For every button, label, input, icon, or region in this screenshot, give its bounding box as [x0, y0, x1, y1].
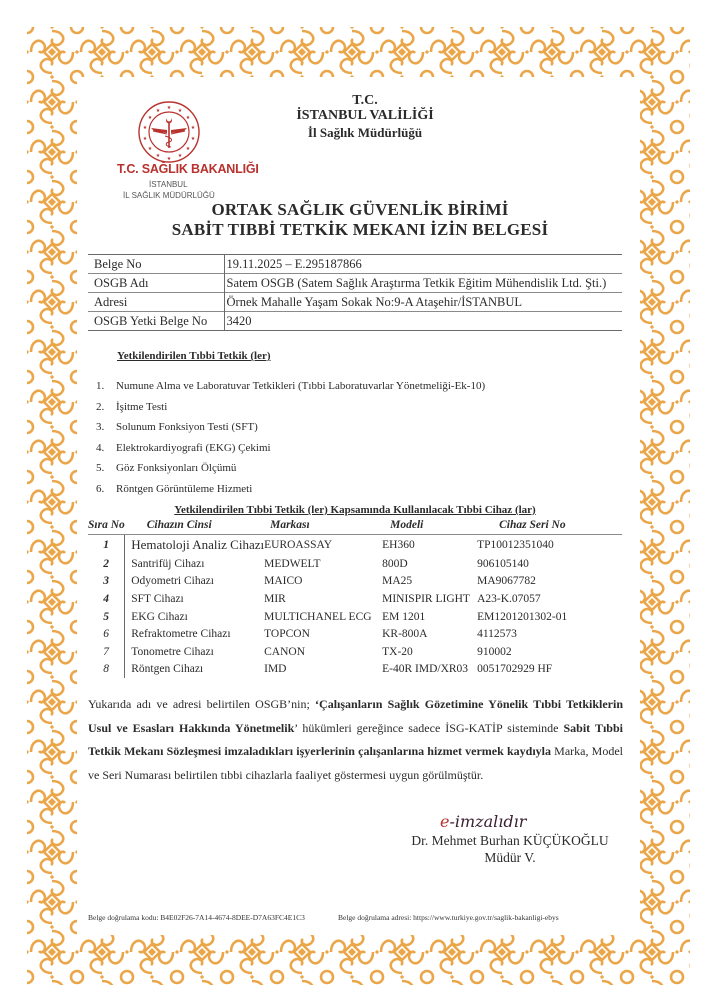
device-serial: 906105140: [477, 557, 529, 570]
col-header-no: Sıra No: [88, 517, 125, 534]
device-brand: MAICO: [264, 575, 303, 588]
document-title-line2: SABİT TIBBİ TETKİK MEKANI İZİN BELGESİ: [171, 220, 549, 239]
verification-address: Belge doğrulama adresi: https://www.turkiye.gov.tr/saglik-bakanligi-ebys: [338, 913, 559, 922]
device-type: Odyometri Cihazı: [131, 575, 214, 588]
col-header-serial: Cihaz Seri No: [477, 517, 622, 534]
e-signature-text: -imzalıdır: [449, 812, 527, 831]
device-brand: MULTICHANEL ECG: [264, 610, 372, 623]
exams-heading: Yetkilendirilen Tıbbi Tetkik (ler): [117, 350, 271, 362]
device-type: Röntgen Cihazı: [131, 663, 204, 676]
info-label: OSGB Adı: [88, 274, 224, 293]
devices-table: [88, 517, 622, 678]
item-label: Numune Alma ve Laboratuvar Tetkikleri (Tıbbi Laboratuvarlar Yönetmeliği-Ek-10): [116, 380, 486, 392]
list-item: [96, 483, 485, 504]
info-value: 3420: [224, 312, 622, 331]
regulation-name: ‘Çalışanların Sağlık Gözetimine Yönelik Tıbbi Tetkiklerin Usul ve Esasları Hakkında Yönetmelik: [88, 697, 624, 735]
table-row: [88, 661, 622, 679]
device-model: E-40R IMD/XR03: [382, 663, 469, 676]
info-row: [88, 312, 622, 331]
item-label: Solunum Fonksiyon Testi (SFT): [116, 421, 258, 434]
table-row: [88, 643, 622, 661]
device-brand: CANON: [264, 645, 305, 658]
device-type: Tonometre Cihazı: [131, 645, 214, 658]
info-value: 19.11.2025 – E.295187866: [224, 255, 622, 274]
svg-text:★: ★: [142, 136, 148, 142]
list-item: [96, 442, 485, 463]
device-model: 800D: [382, 557, 408, 570]
info-label: OSGB Yetki Belge No: [88, 312, 224, 331]
item-number: 2.: [96, 400, 105, 413]
info-label: Belge No: [88, 255, 224, 274]
row-no: 2: [88, 555, 125, 573]
row-no: 5: [88, 608, 125, 626]
e-signature-icon: e: [440, 812, 450, 831]
device-brand: IMD: [264, 663, 287, 676]
info-row: [88, 274, 622, 293]
row-no: 7: [88, 643, 125, 661]
table-row: [88, 555, 622, 573]
svg-text:★: ★: [166, 156, 172, 162]
list-item: [96, 380, 485, 401]
device-model: MINISPIR LIGHT: [382, 592, 470, 605]
device-model: KR-800A: [382, 628, 428, 641]
device-brand: MEDWELT: [264, 557, 321, 570]
row-no: 1: [88, 534, 125, 555]
list-item: [96, 421, 485, 442]
logo-subtitle-directorate: İL SAĞLIK MÜDÜRLÜĞÜ: [123, 191, 215, 200]
header-governorship: İSTANBUL VALİLİĞİ: [296, 108, 434, 123]
device-type: EKG Cihazı: [131, 610, 188, 623]
verification-code: Belge doğrulama kodu: B4E02F26-7A14-4674-8DEE-D7A63FC4E1C3: [88, 913, 305, 922]
svg-text:★: ★: [147, 146, 153, 152]
table-row: [88, 573, 622, 591]
svg-text:★: ★: [185, 146, 191, 152]
svg-text:★: ★: [190, 125, 196, 131]
device-serial: TP10012351040: [477, 538, 554, 551]
col-header-brand: Markası: [264, 517, 382, 534]
logo-subtitle-city: İSTANBUL: [149, 180, 188, 189]
document-title-line1: ORTAK SAĞLIK GÜVENLİK BİRİMİ: [211, 200, 509, 219]
device-model: MA25: [382, 575, 413, 588]
item-label: İşitme Testi: [116, 400, 168, 413]
para-text: Marka, Model ve Seri Numarası belirtilen tıbbi cihazlarla faaliyet göstermesi uygun görülmüştür.: [88, 744, 623, 782]
table-header-row: [88, 517, 622, 534]
logo-title: T.C. SAĞLIK BAKANLIĞI: [117, 162, 259, 176]
svg-text:★: ★: [190, 136, 196, 142]
info-label: Adresi: [88, 293, 224, 312]
svg-text:★: ★: [177, 108, 183, 114]
device-model: EH360: [382, 538, 415, 551]
item-number: 3.: [96, 421, 105, 434]
row-no: 6: [88, 625, 125, 643]
device-model: EM 1201: [382, 610, 426, 623]
item-label: Röntgen Görüntüleme Hizmeti: [116, 482, 253, 495]
device-type: Refraktometre Cihazı: [131, 628, 231, 641]
svg-text:★: ★: [155, 108, 161, 114]
item-label: Göz Fonksiyonları Ölçümü: [116, 462, 237, 475]
table-row: [88, 534, 622, 555]
para-text: Yukarıda adı ve adresi belirtilen OSGB’nin;: [88, 697, 316, 711]
svg-text:★: ★: [177, 153, 183, 159]
info-value: Örnek Mahalle Yaşam Sokak No:9-A Ataşehir/İSTANBUL: [224, 293, 622, 312]
device-serial: EM1201201302-01: [477, 610, 568, 623]
item-number: 1.: [96, 380, 105, 392]
info-row: [88, 293, 622, 312]
col-header-type: Cihazın Cinsi: [125, 517, 264, 534]
device-serial: A23-K.07057: [477, 592, 541, 605]
item-number: 4.: [96, 441, 105, 454]
svg-text:★: ★: [155, 153, 161, 159]
svg-text:★: ★: [166, 105, 172, 111]
para-text: ’ hükümleri gereğince sadece İSG-KATİP sisteminde: [294, 720, 564, 735]
condition-text: Sabit Tıbbi Tetkik Mekanı Sözleşmesi imzaladıkları işyerlerinin çalışanlarına hizmet vermek kaydıyla: [88, 720, 623, 758]
svg-text:★: ★: [147, 115, 153, 121]
device-type: Hematoloji Analiz Cihazı: [131, 536, 265, 552]
device-serial: 0051702929 HF: [477, 663, 553, 676]
device-type: SFT Cihazı: [131, 592, 184, 605]
list-item: [96, 462, 485, 483]
item-label: Elektrokardiyografi (EKG) Çekimi: [116, 441, 271, 454]
devices-heading: Yetkilendirilen Tıbbi Tetkik (ler) Kapsamında Kullanılacak Tıbbi Cihaz (lar): [174, 504, 536, 516]
device-serial: 4112573: [477, 628, 517, 641]
signatory-title: Müdür V.: [484, 850, 536, 865]
svg-text:★: ★: [142, 125, 148, 131]
col-header-model: Modeli: [382, 517, 477, 534]
table-row: [88, 625, 622, 643]
device-brand: EUROASSAY: [264, 538, 333, 551]
item-number: 5.: [96, 462, 105, 475]
device-type: Santrifüj Cihazı: [131, 557, 205, 570]
header-tc: T.C.: [352, 93, 378, 108]
exams-list: [96, 380, 485, 504]
info-row: [88, 255, 622, 274]
health-ministry-emblem-icon: [137, 100, 201, 164]
svg-text:★: ★: [185, 115, 191, 121]
item-number: 6.: [96, 482, 105, 495]
device-serial: 910002: [477, 645, 512, 658]
device-model: TX-20: [382, 645, 413, 658]
row-no: 8: [88, 661, 125, 679]
info-value: Satem OSGB (Satem Sağlık Araştırma Tetkik Eğitim Mühendislik Ltd. Şti.): [224, 274, 622, 293]
device-brand: MIR: [264, 592, 286, 605]
signatory-name: Dr. Mehmet Burhan KÜÇÜKOĞLU: [411, 833, 609, 848]
table-row: [88, 608, 622, 626]
info-table: [88, 254, 622, 331]
device-serial: MA9067782: [477, 575, 536, 588]
approval-paragraph: [88, 693, 623, 787]
e-signature-mark: [440, 812, 526, 831]
table-row: [88, 590, 622, 608]
header-directorate: İl Sağlık Müdürlüğü: [307, 125, 423, 140]
list-item: [96, 401, 485, 422]
row-no: 4: [88, 590, 125, 608]
device-brand: TOPCON: [264, 628, 310, 641]
row-no: 3: [88, 573, 125, 591]
